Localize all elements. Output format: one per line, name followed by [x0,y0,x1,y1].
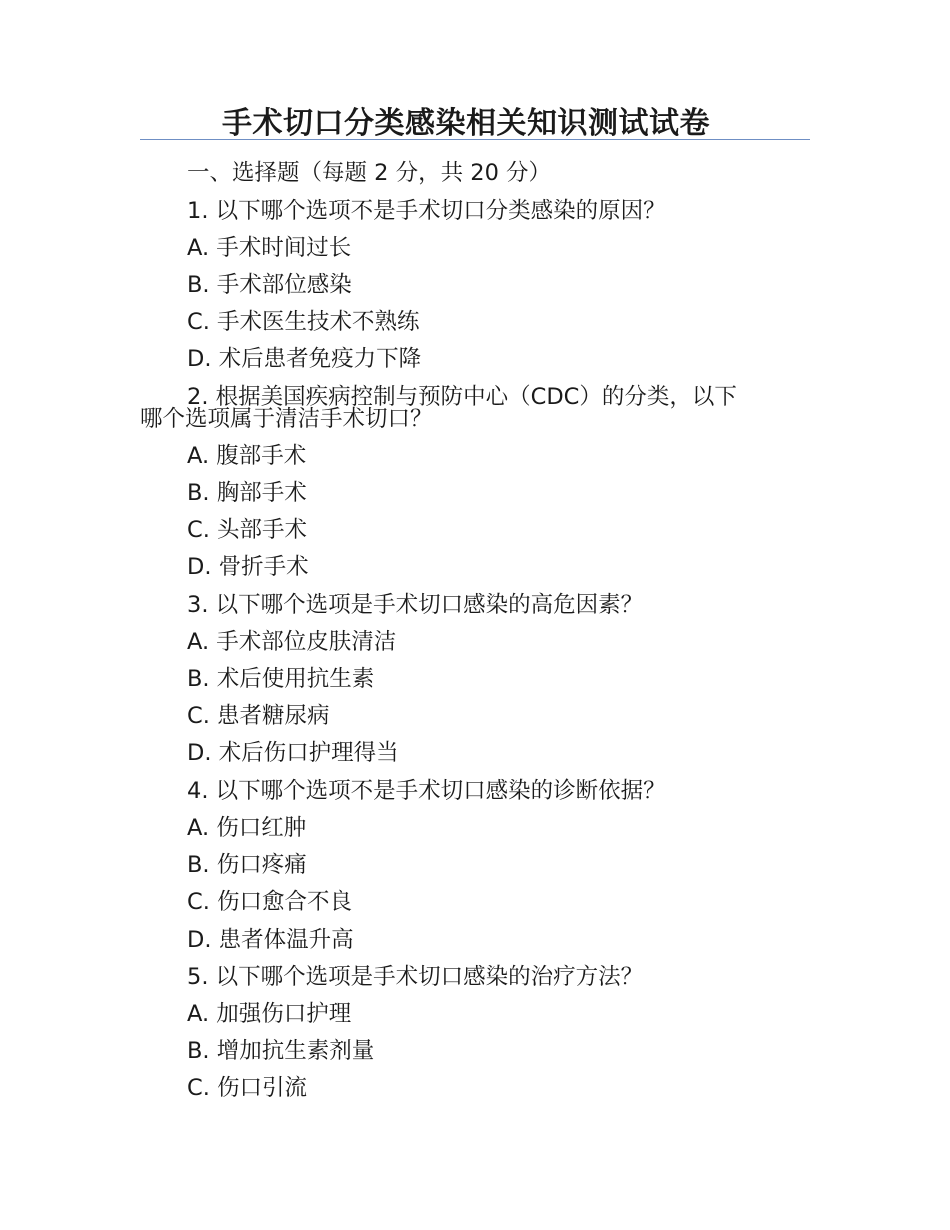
question-3: 3. 以下哪个选项是手术切口感染的高危因素？ [187,592,644,618]
question-5: 5. 以下哪个选项是手术切口感染的治疗方法？ [187,964,644,990]
q2-option-b: B. 胸部手术 [187,480,307,506]
q1-option-c: C. 手术医生技术不熟练 [187,309,420,335]
q4-option-c: C. 伤口愈合不良 [187,889,353,915]
q1-option-d: D. 术后患者免疫力下降 [187,346,422,372]
q3-option-d: D. 术后伤口护理得当 [187,740,399,766]
q2-option-a: A. 腹部手术 [187,443,307,469]
q5-option-c: C. 伤口引流 [187,1075,308,1101]
title-underline [140,139,810,140]
q3-option-a: A. 手术部位皮肤清洁 [187,629,397,655]
q3-option-b: B. 术后使用抗生素 [187,666,375,692]
question-2-line-2: 哪个选项属于清洁手术切口？ [140,406,433,432]
q4-option-d: D. 患者体温升高 [187,927,354,953]
question-1: 1. 以下哪个选项不是手术切口分类感染的原因？ [187,198,666,224]
section-heading: 一、选择题（每题 2 分，共 20 分） [187,160,552,186]
q2-option-d: D. 骨折手术 [187,554,309,580]
q2-option-c: C. 头部手术 [187,517,308,543]
q3-option-c: C. 患者糖尿病 [187,703,330,729]
question-4: 4. 以下哪个选项不是手术切口感染的诊断依据？ [187,778,666,804]
document-title: 手术切口分类感染相关知识测试试卷 [222,106,710,141]
q4-option-b: B. 伤口疼痛 [187,852,307,878]
q4-option-a: A. 伤口红肿 [187,815,307,841]
q1-option-a: A. 手术时间过长 [187,235,352,261]
q5-option-b: B. 增加抗生素剂量 [187,1038,375,1064]
q5-option-a: A. 加强伤口护理 [187,1001,352,1027]
q1-option-b: B. 手术部位感染 [187,272,352,298]
question-2-line-1: 2. 根据美国疾病控制与预防中心（CDC）的分类，以下 [187,384,737,410]
